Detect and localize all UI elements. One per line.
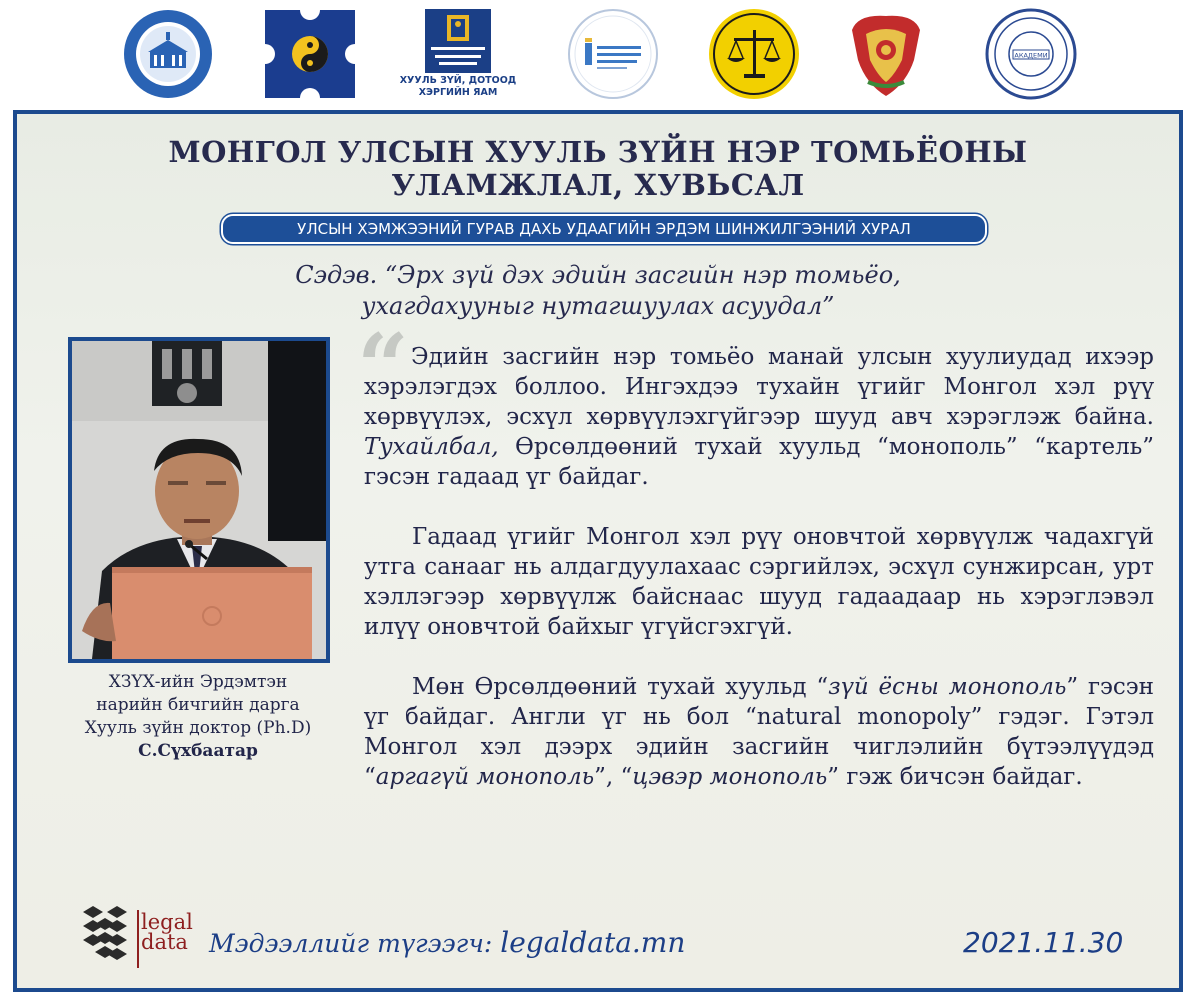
svg-text:АКАДЕМИ: АКАДЕМИ: [1014, 51, 1048, 60]
justice-scales-logo-icon: [706, 8, 802, 100]
partner-logos-strip: [0, 0, 1200, 108]
legaldata-word-2: data: [141, 930, 188, 954]
paragraph-1-end: Өрсөлдөөний тухай хуульд “монополь” “картель” гэсэн гадаад үг байдаг.: [364, 434, 1154, 490]
paragraph-3-part-c: ”, “: [594, 764, 633, 790]
topic-heading: [17, 260, 1179, 322]
footer-date: 2021.11.30: [963, 926, 1124, 959]
speaker-degree: Хууль зүйн доктор (Ph.D): [84, 718, 312, 738]
page-title: [17, 136, 1179, 202]
paragraph-1: [364, 342, 1154, 492]
legaldata-wordmark: [141, 912, 193, 952]
paragraph-3-part-a: Мөн Өрсөлдөөний тухай хуульд “: [412, 674, 829, 700]
paragraph-3-emphasis-1: зүй ёсны монополь: [828, 674, 1067, 700]
legaldata-divider: [137, 910, 139, 968]
court-logo-icon: [120, 8, 216, 100]
speaker-name: С.Сүхбаатар: [138, 741, 258, 761]
academy-seal-logo-icon: [983, 8, 1079, 100]
paragraph-3-part-b: ” гэсэн үг байдаг. Англи үг нь бол “natural monopoly” гэдэг. Гэтэл Монгол хэл дээрх эдийн засгийн чиглэлийн бүтээлүүдэд “: [364, 674, 1154, 790]
paragraph-1-text: Эдийн засгийн нэр томьёо манай улсын хуулиудад ихээр хэрэлэгдэх боллоо. Ингэхдээ тухайн үгийг Монгол хэл рүү хөрвүүлэх, эсхүл хөрвүүлэхгүйгээр шууд авч хэрэглэж байна.: [364, 344, 1154, 430]
poster-frame: [13, 110, 1183, 992]
speaker-caption: [45, 671, 351, 763]
speaker-org: ХЗҮХ-ийн Эрдэмтэн: [108, 672, 288, 692]
footer-source-link[interactable]: legaldata.mn: [500, 926, 686, 959]
legaldata-word-1: legal: [141, 910, 193, 934]
title-line-1: МОНГОЛ УЛСЫН ХУУЛЬ ЗҮЙН НЭР ТОМЬЁОНЫ: [168, 135, 1028, 169]
paragraph-3-emphasis-3: цэвэр монополь: [632, 764, 828, 790]
parliament-logo-icon: [565, 8, 661, 100]
soyombo-puzzle-logo-icon: [263, 8, 357, 100]
quote-mark-icon: “: [357, 314, 409, 420]
ministry-logo-caption: ХУУЛЬ ЗҮЙ, ДОТООД ХЭРГИЙН ЯАМ: [399, 75, 517, 98]
paragraph-3: [364, 672, 1154, 792]
ministry-logo-icon: [395, 8, 521, 100]
topic-line-2: ухагдахууныг нутагшуулах асуудал”: [361, 292, 835, 320]
speaker-photo: [68, 337, 330, 663]
speaker-position: нарийн бичгийн дарга: [96, 695, 300, 715]
article-body: [364, 342, 1154, 822]
paragraph-1-emphasis: Тухайлбал,: [364, 434, 499, 460]
paragraph-3-part-d: ” гэж бичсэн байдаг.: [827, 764, 1083, 790]
footer-source-label: Мэдээллийг түгээгч:: [209, 929, 493, 958]
title-line-2: УЛАМЖЛАЛ, ХУВЬСАЛ: [391, 168, 805, 202]
paragraph-3-emphasis-2: аргагүй монополь: [375, 764, 595, 790]
footer-source: [209, 926, 685, 959]
conference-banner: УЛСЫН ХЭМЖЭЭНИЙ ГУРАВ ДАХЬ УДААГИЙН ЭРДЭМ ШИНЖИЛГЭЭНИЙ ХУРАЛ: [221, 214, 987, 244]
paragraph-2: Гадаад үгийг Монгол хэл рүү оновчтой хөрвүүлж чадахгүй утга санааг нь алдагдуулахаас сэргийлэх, эсхүл сунжирсан, урт хэллэгээр хөрвүүлж байснаас шууд гадаадаар нь хэрэглэвэл илүү оновчтой байхыг үгүйсгэхгүй.: [364, 524, 1154, 640]
academy-emblem-logo-icon: [846, 8, 926, 100]
topic-line-1: Сэдэв. “Эрх зүй дэх эдийн засгийн нэр томьёо,: [295, 261, 901, 289]
